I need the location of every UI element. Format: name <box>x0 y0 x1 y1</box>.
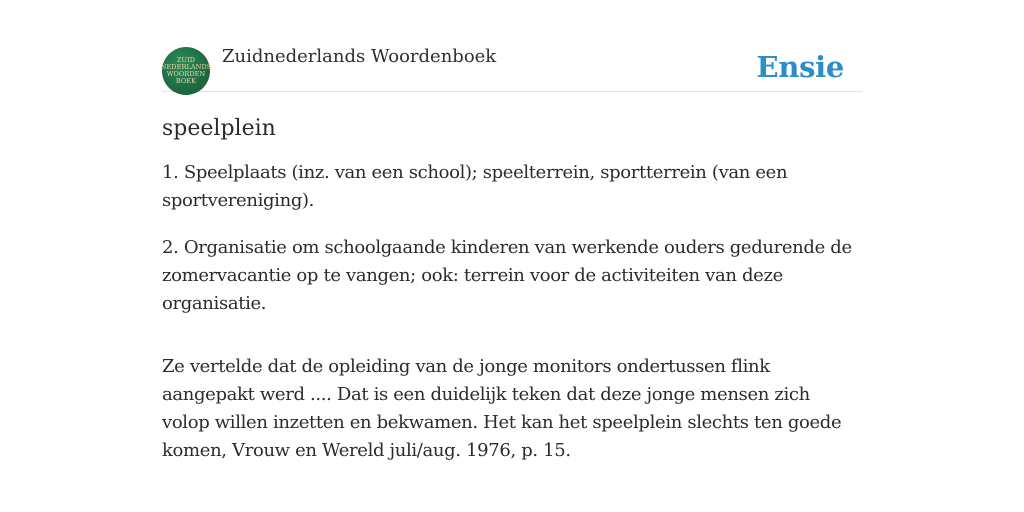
headword: speelplein <box>162 116 276 141</box>
logo-line: NEDERLANDS <box>160 63 212 71</box>
dictionary-logo[interactable] <box>162 47 210 95</box>
ensie-brand-logo[interactable]: Ensie <box>756 50 844 84</box>
citation-text: Ze vertelde dat de opleiding van de jonge monitors ondertussen flink aangepakt werd .... Dat is een duidelijk teken dat deze jonge mensen zich volop willen inzetten en bekwamen. Het kan het speelplein slechts ten goede komen, Vrouw en Wereld juli/aug. 1976, p. 15. <box>162 356 842 461</box>
definition-item: 2. Organisatie om schoolgaande kinderen van werkende ouders gedurende de zomervacantie op te vangen; ook: terrein voor de activiteiten van deze organisatie. <box>162 237 852 314</box>
definition-item: 1. Speelplaats (inz. van een school); speelterrein, sportterrein (van een sportvereniging). <box>162 162 788 211</box>
entry-header <box>162 40 862 92</box>
dictionary-title[interactable]: Zuidnederlands Woordenboek <box>222 46 497 67</box>
logo-line: ZUID <box>176 56 196 64</box>
logo-line: BOEK <box>175 77 197 85</box>
entry-card <box>162 40 862 483</box>
logo-line: WOORDEN <box>166 70 206 78</box>
definitions-list <box>162 159 862 318</box>
